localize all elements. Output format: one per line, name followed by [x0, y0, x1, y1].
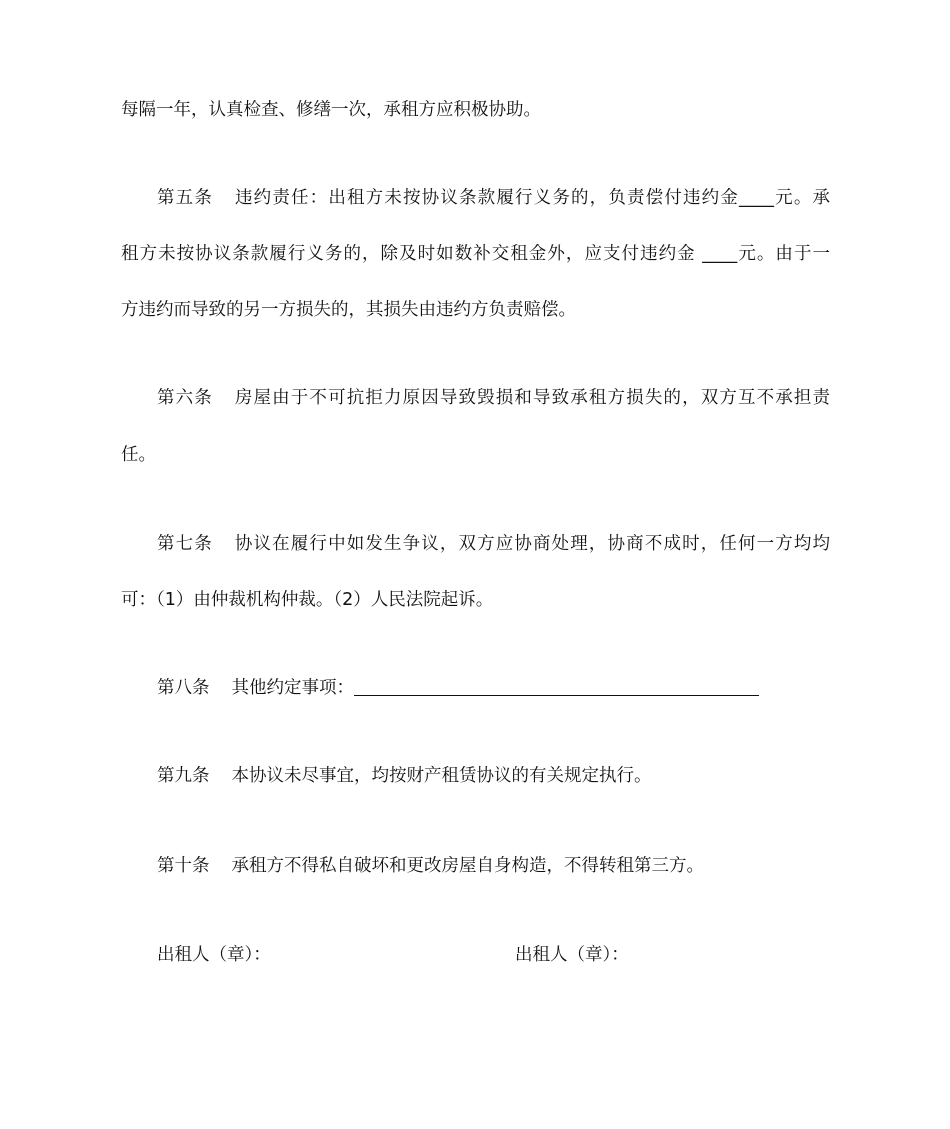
clause-8-line-1: [157, 676, 830, 700]
paragraph-line: 每隔一年，认真检查、修缮一次，承租方应积极协助。: [121, 100, 541, 120]
signature-right-label: 出租人（章）：: [515, 945, 629, 965]
clause-number: 第十条: [157, 856, 210, 876]
clause-text: 本协议未尽事宜，均按财产租赁协议的有关规定执行。: [231, 766, 652, 786]
clause-text: 其他约定事项：: [231, 678, 354, 698]
clause-number: 第七条: [157, 534, 213, 554]
fill-in-blank-line: [354, 677, 759, 696]
clause-number: 第八条: [157, 678, 210, 698]
clause-6-line-2: 任。: [121, 445, 156, 465]
clause-6-line-1: [157, 386, 830, 410]
clause-5-line-1: [157, 186, 830, 210]
clause-text: 房屋由于不可抗拒力原因导致毁损和导致承租方损失的，双方互不承担责: [234, 388, 830, 408]
clause-5-line-2: 租方未按协议条款履行义务的，除及时如数补交租金外，应支付违约金 ____元。由于一: [121, 244, 830, 264]
clause-7-line-1: [157, 532, 830, 556]
clause-text: 承租方不得私自破坏和更改房屋自身构造，不得转租第三方。: [231, 856, 704, 876]
clause-9-line-1: [157, 764, 830, 788]
clause-number: 第九条: [157, 766, 210, 786]
clause-number: 第五条: [157, 188, 213, 208]
clause-text: 违约责任：出租方未按协议条款履行义务的，负责偿付违约金____元。承: [235, 188, 830, 208]
clause-10-line-1: [157, 854, 830, 878]
clause-7-line-2: 可：（1）由仲裁机构仲裁。（2）人民法院起诉。: [121, 590, 494, 610]
clause-5-line-3: 方违约而导致的另一方损失的，其损失由违约方负责赔偿。: [121, 300, 576, 320]
clause-text: 协议在履行中如发生争议，双方应协商处理，协商不成时，任何一方均均: [234, 534, 830, 554]
signature-left-label: 出租人（章）：: [157, 945, 271, 965]
clause-number: 第六条: [157, 388, 213, 408]
